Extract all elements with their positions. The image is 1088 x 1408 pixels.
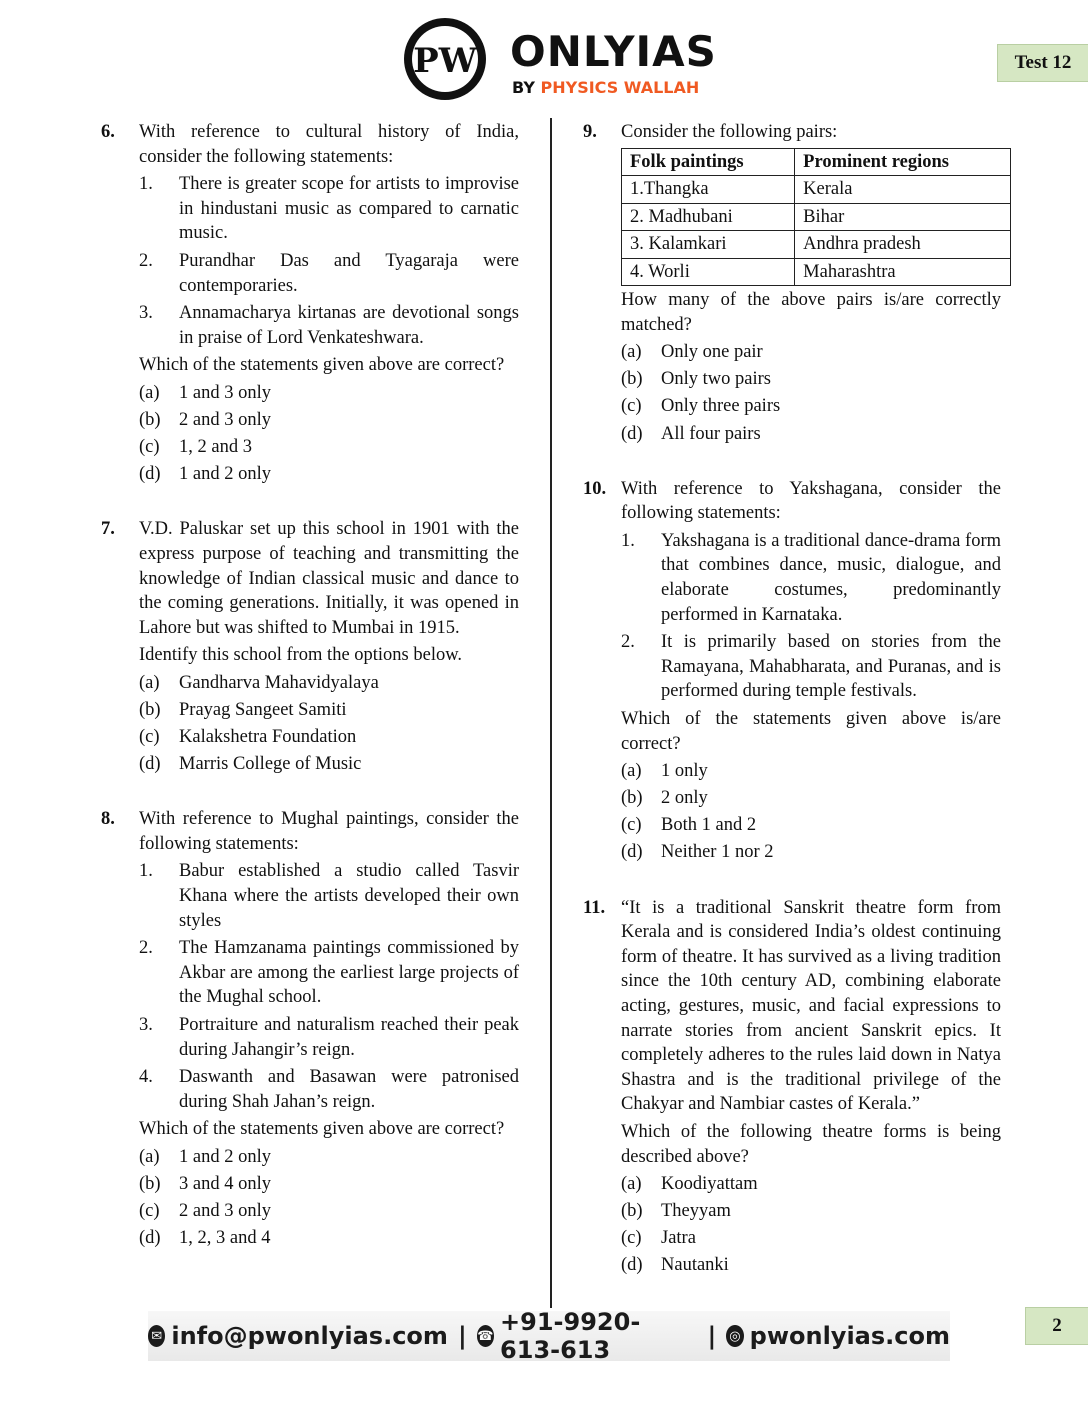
statement: 1. Yakshagana is a traditional dance-drama form that combines dance, music, dialogue, and elaborate costumes, predominantly performed in Karnataka. (621, 530, 1001, 625)
question-intro: With reference to cultural history of India, consider the following statements: (139, 122, 519, 167)
footer-contact-bar (148, 1308, 950, 1364)
table-header: Folk paintings (622, 148, 795, 176)
question-intro: With reference to Yakshagana, consider the following statements: (621, 478, 1001, 524)
question-number: 10. (583, 478, 607, 499)
table-cell: Andhra pradesh (795, 231, 1011, 259)
footer-email[interactable]: info@pwonlyias.com (171, 1322, 448, 1350)
question-ask: Which of the statements given above is/are correct? (621, 709, 1001, 754)
table-row (622, 231, 1011, 259)
brand-name: ONLYIAS (510, 27, 717, 76)
option-c[interactable]: (c) Jatra (621, 1228, 696, 1249)
option-a[interactable]: (a) Gandharva Mahavidyalaya (139, 672, 379, 693)
left-column (101, 120, 519, 1281)
brand-sub-prefix: BY (512, 78, 541, 97)
option-a[interactable]: (a) Koodiyattam (621, 1174, 758, 1195)
option-d[interactable]: (d) All four pairs (621, 423, 761, 444)
statement: 1. Babur established a studio called Tasvir Khana where the artists developed their own styles (139, 861, 519, 931)
option-b[interactable]: (b) Prayag Sangeet Samiti (139, 699, 347, 720)
mail-icon: ✉ (148, 1325, 165, 1347)
footer-website[interactable]: pwonlyias.com (749, 1322, 950, 1350)
statement: 4. Daswanth and Basawan were patronised during Shah Jahan’s reign. (139, 1067, 519, 1112)
table-row (622, 258, 1011, 286)
option-b[interactable]: (b) 2 only (621, 788, 708, 809)
option-d[interactable]: (d) 1, 2, 3 and 4 (139, 1228, 271, 1249)
option-b[interactable]: (b) Theyyam (621, 1201, 731, 1222)
footer-phone[interactable]: +91-9920-613-613 (500, 1308, 641, 1364)
table-cell: 3. Kalamkari (622, 231, 795, 259)
brand-sub-highlight: PHYSICS WALLAH (540, 78, 700, 97)
option-a[interactable]: (a) Only one pair (621, 342, 763, 363)
phone-icon: ☎ (477, 1325, 494, 1347)
option-a[interactable]: (a) 1 and 2 only (139, 1146, 271, 1167)
statement: 3. Portraiture and naturalism reached their peak during Jahangir’s reign. (139, 1015, 519, 1060)
brand-logo (402, 16, 717, 104)
question-ask: Identify this school from the options below. (139, 645, 463, 666)
option-a[interactable]: (a) 1 only (621, 761, 708, 782)
question-intro: V.D. Paluskar set up this school in 1901 with the express purpose of teaching and transmitting the knowledge of Indian classical music and dance to the coming generations. Initially, it was opened in Lahore but was shifted to Mumbai in 1915. (139, 519, 519, 638)
statement: 2. The Hamzanama paintings commissioned by Akbar are among the earliest large projects of the Mughal school. (139, 938, 519, 1008)
option-c[interactable]: (c) Kalakshetra Foundation (139, 727, 357, 748)
statement: 3. Annamacharya kirtanas are devotional songs in praise of Lord Venkateshwara. (139, 303, 519, 348)
pairs-table (621, 148, 1011, 287)
statement: 2. Purandhar Das and Tyagaraja were contemporaries. (139, 250, 519, 296)
globe-icon: ◎ (726, 1325, 743, 1347)
table-row (622, 203, 1011, 231)
statement: 2. It is primarily based on stories from the Ramayana, Mahabharata, and Puranas, and is performed during temple festivals. (621, 632, 1001, 702)
question-7 (101, 517, 519, 779)
option-b[interactable]: (b) 3 and 4 only (139, 1174, 271, 1195)
table-cell: Bihar (795, 203, 1011, 231)
option-d[interactable]: (d) Neither 1 nor 2 (621, 842, 774, 863)
right-column (583, 120, 1001, 1308)
question-number: 7. (101, 519, 115, 540)
question-intro: “It is a traditional Sanskrit theatre form from Kerala and is considered India’s oldest continuing form of theatre. It has survived as a living tradition since the 10th century AD, combining elaborate acting, gestures, music, and facial expressions to narrate stories from ancient Sanskrit epics. It completely adheres to the rules laid down in Natya Shastra and is the traditional privilege of the Chakyar and Nambiar castes of Kerala.” (621, 897, 1001, 1115)
option-b[interactable]: (b) Only two pairs (621, 369, 771, 390)
table-header: Prominent regions (795, 148, 1011, 176)
logo-letters: PW (413, 41, 477, 81)
question-8 (101, 807, 519, 1253)
option-d[interactable]: (d) 1 and 2 only (139, 464, 271, 485)
brand-subtitle (512, 78, 699, 97)
statement: 1. There is greater scope for artists to improvise in hindustani music as compared to carnatic music. (139, 174, 519, 244)
option-c[interactable]: (c) 1, 2 and 3 (139, 437, 252, 458)
table-cell: Maharashtra (795, 258, 1011, 286)
question-number: 8. (101, 809, 115, 830)
question-number: 9. (583, 122, 597, 142)
question-intro: With reference to Mughal paintings, consider the following statements: (139, 809, 519, 854)
table-cell: 4. Worli (622, 258, 795, 286)
question-ask: Which of the statements given above are correct? (139, 1119, 505, 1140)
question-number: 11. (583, 897, 606, 918)
question-ask: How many of the above pairs is/are correctly matched? (621, 290, 1001, 335)
question-ask: Which of the statements given above are correct? (139, 355, 505, 376)
option-c[interactable]: (c) 2 and 3 only (139, 1201, 271, 1222)
question-10 (583, 477, 1001, 868)
footer-separator: | (707, 1322, 717, 1350)
option-b[interactable]: (b) 2 and 3 only (139, 410, 271, 431)
question-ask: Which of the following theatre forms is being described above? (621, 1121, 1001, 1167)
page-number: 2 (1025, 1307, 1088, 1345)
question-9 (583, 120, 1001, 449)
option-c[interactable]: (c) Only three pairs (621, 396, 781, 417)
pw-logo-icon (402, 16, 488, 102)
option-d[interactable]: (d) Marris College of Music (139, 754, 362, 775)
question-11 (583, 896, 1001, 1281)
table-header-row (622, 148, 1011, 176)
option-c[interactable]: (c) Both 1 and 2 (621, 815, 757, 836)
footer-separator: | (457, 1322, 467, 1350)
question-number: 6. (101, 122, 115, 142)
table-row (622, 176, 1011, 204)
test-badge: Test 12 (997, 44, 1088, 82)
table-cell: 1.Thangka (622, 176, 795, 204)
question-6 (101, 120, 519, 489)
question-intro: Consider the following pairs: (621, 122, 838, 142)
column-divider (550, 118, 552, 1308)
table-cell: Kerala (795, 176, 1011, 204)
table-cell: 2. Madhubani (622, 203, 795, 231)
option-d[interactable]: (d) Nautanki (621, 1255, 729, 1276)
option-a[interactable]: (a) 1 and 3 only (139, 382, 271, 403)
